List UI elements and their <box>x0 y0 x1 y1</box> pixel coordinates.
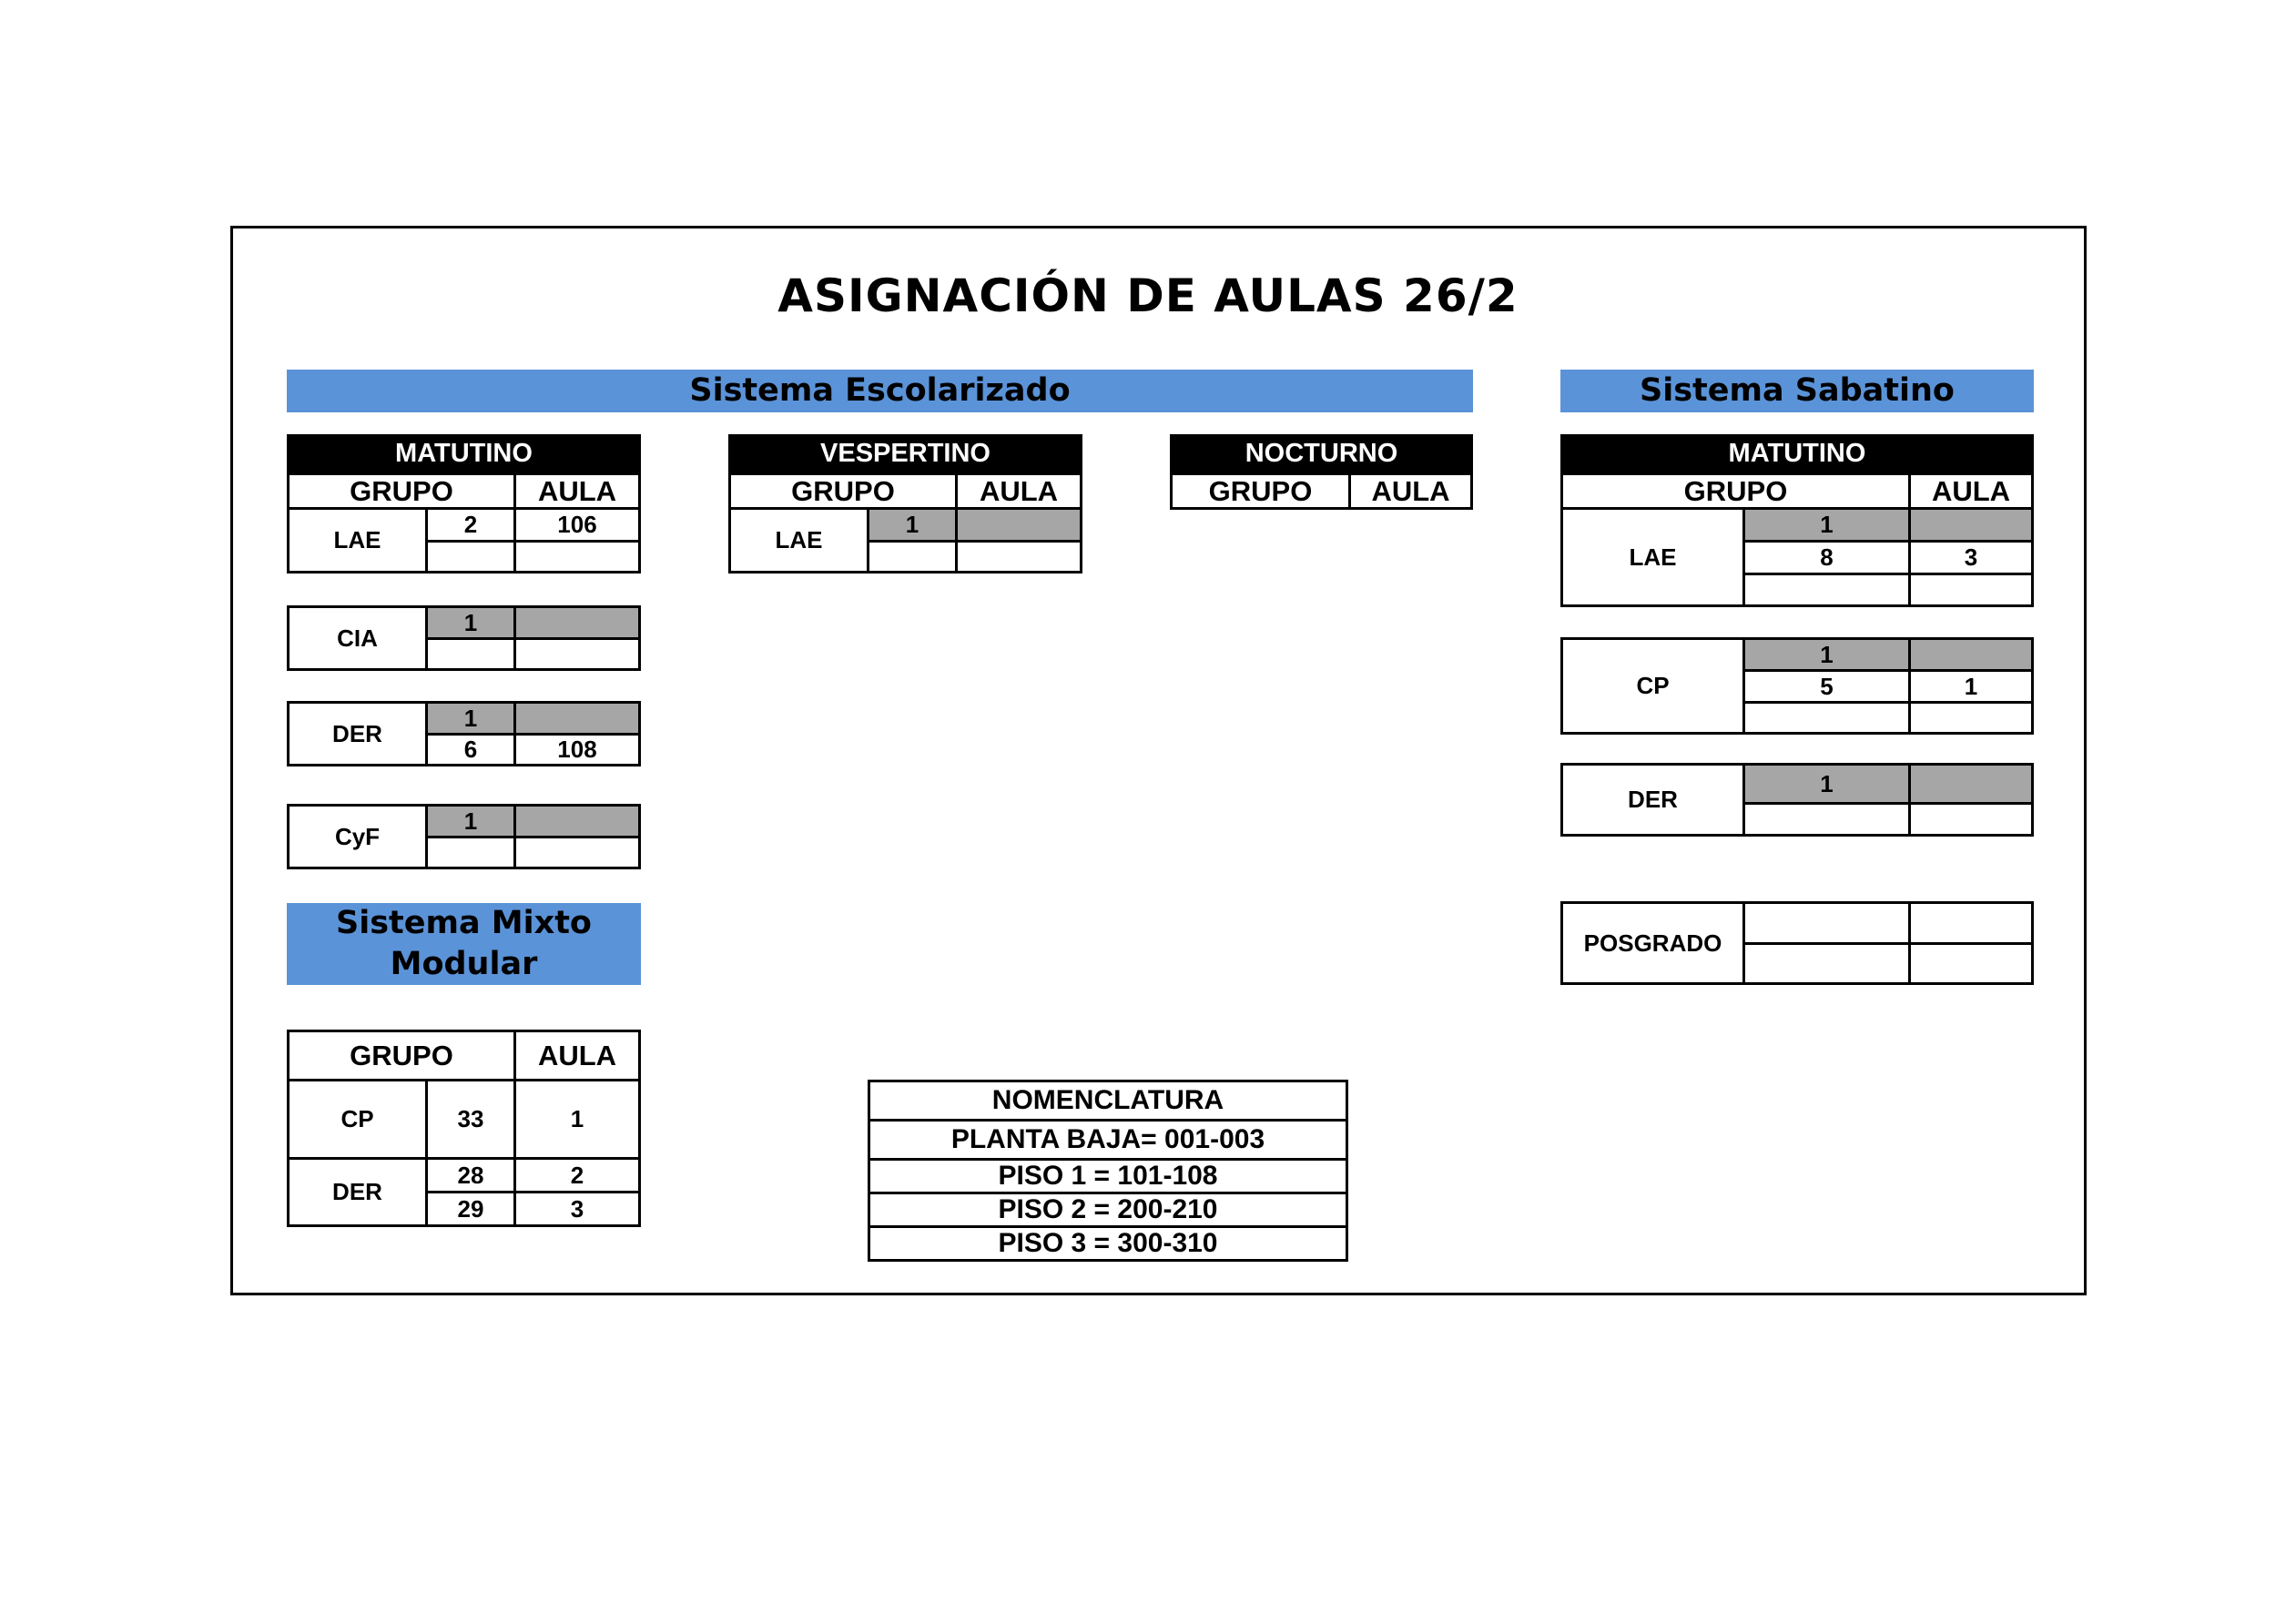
page-title: ASIGNACIÓN DE AULAS 26/2 <box>777 269 1519 322</box>
aula-cell <box>1908 901 2034 945</box>
group-label-cp: CP <box>1560 637 1745 735</box>
grupo-cell: 1 <box>1742 763 1911 805</box>
sistema-mixto-header <box>287 903 641 985</box>
grupo-cell: 1 <box>425 605 516 640</box>
grupo-cell: 28 <box>425 1157 516 1193</box>
nomenclatura-row: PISO 2 = 200-210 <box>868 1192 1348 1228</box>
matutino-header: MATUTINO <box>287 434 641 472</box>
grupo-cell: 8 <box>1742 540 1911 575</box>
aula-cell <box>513 836 641 869</box>
grupo-cell <box>867 540 958 574</box>
grupo-cell: 6 <box>425 733 516 766</box>
group-label-der: DER <box>287 701 428 766</box>
aula-cell <box>1908 701 2034 735</box>
aula-cell <box>1908 637 2034 672</box>
aula-cell: 2 <box>513 1157 641 1193</box>
sabatino-matutino-header: MATUTINO <box>1560 434 2034 472</box>
col-grupo-header: GRUPO <box>287 1030 516 1081</box>
grupo-cell: 5 <box>1742 669 1911 704</box>
grupo-cell <box>425 836 516 869</box>
group-label-cyf: CyF <box>287 804 428 869</box>
grupo-cell <box>1742 573 1911 607</box>
aula-cell <box>1908 942 2034 985</box>
aula-cell: 3 <box>513 1191 641 1227</box>
grupo-cell <box>1742 701 1911 735</box>
col-grupo-header: GRUPO <box>1170 472 1351 510</box>
aula-cell: 1 <box>1908 669 2034 704</box>
aula-cell <box>513 637 641 671</box>
col-aula-header: AULA <box>513 1030 641 1081</box>
aula-cell <box>1908 507 2034 543</box>
aula-cell: 3 <box>1908 540 2034 575</box>
aula-cell: 1 <box>513 1079 641 1160</box>
grupo-cell: 1 <box>425 701 516 736</box>
group-label-cp: CP <box>287 1079 428 1160</box>
col-aula-header: AULA <box>513 472 641 510</box>
group-label-lae: LAE <box>1560 507 1745 607</box>
aula-cell <box>1908 573 2034 607</box>
nomenclatura-row: PISO 1 = 101-108 <box>868 1158 1348 1194</box>
aula-cell <box>1908 763 2034 805</box>
vespertino-header: VESPERTINO <box>728 434 1082 472</box>
aula-cell <box>513 701 641 736</box>
col-aula-header: AULA <box>1348 472 1473 510</box>
grupo-cell <box>1742 901 1911 945</box>
group-label-cia: CIA <box>287 605 428 671</box>
sistema-sabatino-header: Sistema Sabatino <box>1560 370 2034 412</box>
group-label-posgrado: POSGRADO <box>1560 901 1745 985</box>
aula-cell <box>1908 802 2034 837</box>
grupo-cell: 1 <box>867 507 958 543</box>
grupo-cell <box>425 637 516 671</box>
col-grupo-header: GRUPO <box>728 472 958 510</box>
grupo-cell: 2 <box>425 507 516 543</box>
col-aula-header: AULA <box>1908 472 2034 510</box>
grupo-cell: 1 <box>425 804 516 838</box>
nomenclatura-title: NOMENCLATURA <box>868 1080 1348 1122</box>
aula-cell <box>955 507 1082 543</box>
aula-cell: 108 <box>513 733 641 766</box>
aula-cell <box>513 804 641 838</box>
group-label-der: DER <box>287 1157 428 1227</box>
col-grupo-header: GRUPO <box>287 472 516 510</box>
group-label-lae: LAE <box>728 507 869 574</box>
grupo-cell: 29 <box>425 1191 516 1227</box>
aula-cell: 106 <box>513 507 641 543</box>
nomenclatura-row: PLANTA BAJA= 001-003 <box>868 1119 1348 1161</box>
aula-cell <box>955 540 1082 574</box>
col-aula-header: AULA <box>955 472 1082 510</box>
grupo-cell: 1 <box>1742 507 1911 543</box>
sistema-mixto-line2: Modular <box>390 946 538 982</box>
sistema-mixto-line1: Sistema Mixto <box>336 905 592 941</box>
grupo-cell <box>425 540 516 574</box>
nocturno-header: NOCTURNO <box>1170 434 1473 472</box>
grupo-cell <box>1742 942 1911 985</box>
grupo-cell: 33 <box>425 1079 516 1160</box>
aula-cell <box>513 605 641 640</box>
aula-cell <box>513 540 641 574</box>
nomenclatura-row: PISO 3 = 300-310 <box>868 1225 1348 1262</box>
group-label-lae: LAE <box>287 507 428 574</box>
grupo-cell: 1 <box>1742 637 1911 672</box>
col-grupo-header: GRUPO <box>1560 472 1911 510</box>
group-label-der: DER <box>1560 763 1745 837</box>
sistema-escolarizado-header: Sistema Escolarizado <box>287 370 1473 412</box>
grupo-cell <box>1742 802 1911 837</box>
